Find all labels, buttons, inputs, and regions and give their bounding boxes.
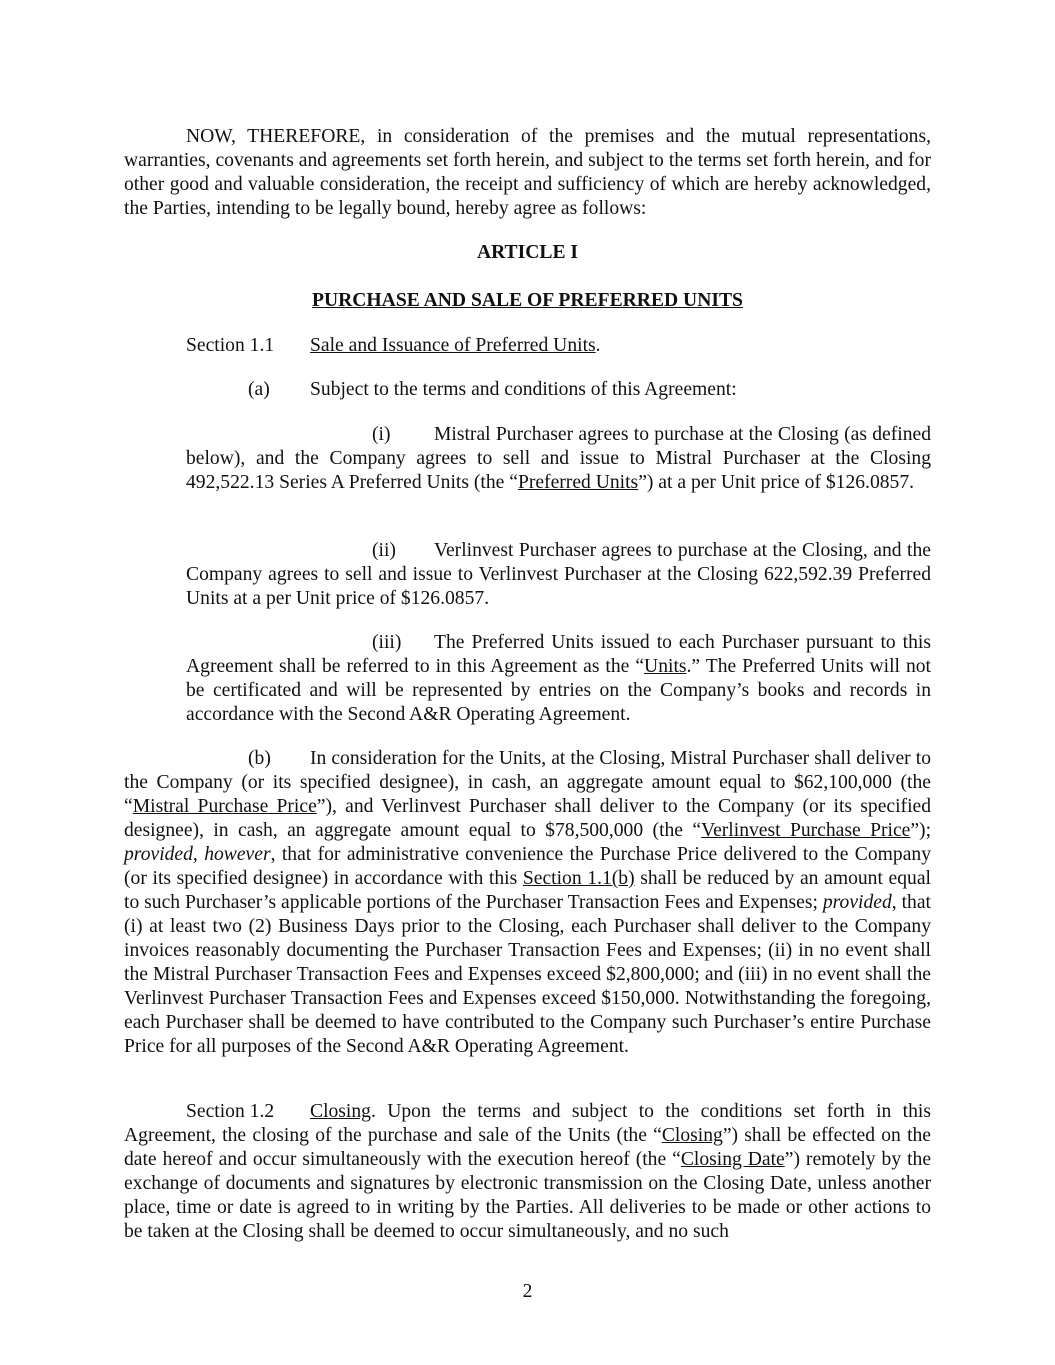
- article-number: ARTICLE I: [476, 242, 579, 263]
- item-i-paragraph: [186, 423, 931, 495]
- section-1-1-heading-end: .: [595, 335, 601, 356]
- para-a-text: Subject to the terms and conditions of this Agreement:: [310, 379, 737, 400]
- item-i-text-2: ”) at a per Unit price of $126.0857.: [638, 472, 915, 493]
- preamble-paragraph: [124, 125, 931, 221]
- para-b-text-5: shall be reduced by an amount equal to such Purchaser’s applicable portions of the Purchaser Transaction Fees and Expenses;: [124, 868, 931, 913]
- para-b-italic-2: provided: [822, 892, 892, 913]
- article-title: [124, 289, 931, 313]
- section-1-1-number: Section 1.1: [186, 335, 275, 356]
- item-iii-text-1: The Preferred Units issued to each Purchaser pursuant to this Agreement shall be referred to in this Agreement as the “: [186, 632, 931, 677]
- para-b-text-1: In consideration for the Units, at the Closing, Mistral Purchaser shall deliver to the Company (or its specified designee), in cash, an aggregate amount equal to $62,100,000 (the “: [124, 748, 931, 817]
- para-a-label: (a): [248, 379, 270, 400]
- section-1-2-text-1: . Upon the terms and subject to the conditions set forth in this Agreement, the closing of the purchase and sale of the Units (the “: [124, 1101, 931, 1146]
- section-1-2-term-2: Closing Date: [680, 1149, 785, 1170]
- para-b-section-ref: Section 1.1(b): [522, 868, 635, 889]
- para-b-text-4: , that for administrative convenience the Purchase Price delivered to the Company (or its specified designee) in accordance with this: [124, 844, 931, 889]
- page-number: 2: [522, 1281, 533, 1302]
- section-1-2-number: Section 1.2: [186, 1101, 275, 1122]
- para-b-term-1: Mistral Purchase Price: [132, 796, 317, 817]
- item-ii-label: (ii): [372, 540, 396, 561]
- para-b-term-2: Verlinvest Purchase Price: [701, 820, 911, 841]
- item-iii-paragraph: [186, 631, 931, 727]
- item-iii-label: (iii): [372, 632, 402, 653]
- item-iii-text-2: .” The Preferred Units will not be certificated and will be represented by entries on the Company’s books and records in accordance with the Second A&R Operating Agreement.: [186, 656, 931, 725]
- section-1-1-heading-line: [310, 334, 601, 358]
- preamble-text: NOW, THEREFORE, in consideration of the premises and the mutual representations, warranties, covenants and agreements set forth herein, and subject to the terms set forth herein, and for other good and valuable consideration, the receipt and sufficiency of which are hereby acknowledged, the Parties, intending to be legally bound, hereby agree as follows:: [124, 126, 931, 219]
- item-i-term: Preferred Units: [517, 472, 639, 493]
- para-b-text-2: ”), and Verlinvest Purchaser shall deliver to the Company (or its specified designee), in cash, an aggregate amount equal to $78,500,000 (the “: [124, 796, 932, 841]
- section-1-2-paragraph: [124, 1100, 931, 1244]
- item-iii-term: Units: [644, 656, 687, 677]
- item-i-text-1: Mistral Purchaser agrees to purchase at the Closing (as defined below), and the Company agrees to sell and issue to Mistral Purchaser at the Closing 492,522.13 Series A Preferred Units (the “: [186, 424, 931, 493]
- para-b-italic-1: provided, however: [124, 844, 271, 865]
- item-ii-paragraph: [186, 539, 931, 611]
- section-1-2-heading: Closing: [310, 1101, 371, 1122]
- para-b-paragraph: [124, 747, 931, 1059]
- section-1-2-term-1: Closing: [661, 1125, 723, 1146]
- para-b-text-3: ”);: [910, 820, 932, 841]
- article-title-text: PURCHASE AND SALE OF PREFERRED UNITS: [312, 290, 743, 311]
- item-i-label: (i): [372, 424, 391, 445]
- para-b-label: (b): [248, 748, 271, 769]
- section-1-2-text-2: ”) shall be effected on the date hereof and occur simultaneously with the execution hereof (the “: [124, 1125, 932, 1170]
- item-ii-text: Verlinvest Purchaser agrees to purchase at the Closing, and the Company agrees to sell and issue to Verlinvest Purchaser at the Closing 622,592.39 Preferred Units at a per Unit price of $126.0857.: [186, 540, 931, 609]
- para-b-text-6: , that (i) at least two (2) Business Days prior to the Closing, each Purchaser shall deliver to the Company invoices reasonably documenting the Purchaser Transaction Fees and Expenses; (ii) in no event shall the Mistral Purchaser Transaction Fees and Expenses exceed $2,800,000; and (iii) in no event shall the Verlinvest Purchaser Transaction Fees and Expenses exceed $150,000. Notwithstanding the foregoing, each Purchaser shall be deemed to have contributed to the Company such Purchaser’s entire Purchase Price for all purposes of the Second A&R Operating Agreement.: [124, 892, 931, 1057]
- section-1-1-heading: Sale and Issuance of Preferred Units: [310, 335, 596, 356]
- section-1-2-text-3: ”) remotely by the exchange of documents and signatures by electronic transmission on the Closing Date, unless another place, time or date is agreed to in writing by the Parties. All deliveries to be made or other actions to be taken at the Closing shall be deemed to occur simultaneously, and no such: [124, 1149, 932, 1242]
